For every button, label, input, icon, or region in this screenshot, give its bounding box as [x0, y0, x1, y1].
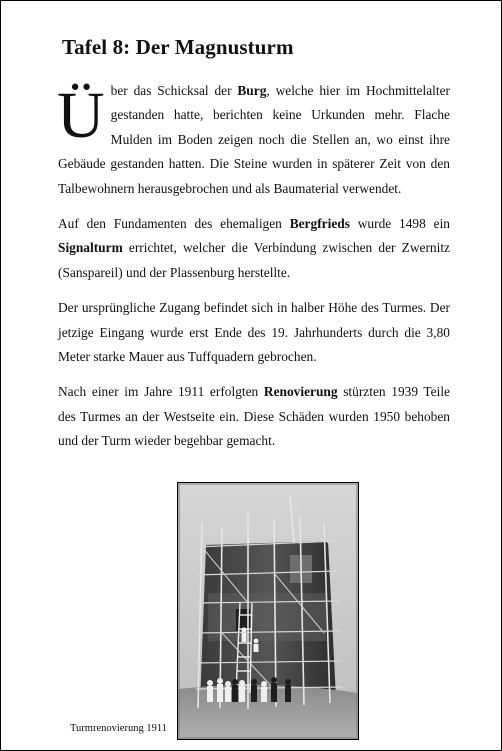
bold-term-bergfried: Bergfrieds [289, 216, 350, 232]
tower-photo [177, 482, 359, 740]
text-span: Auf den Fundamenten des ehemaligen [58, 216, 290, 232]
text-span: , welche hier im Hochmittelalter gestanden hatte, berichten keine Urkunden mehr. Flache Mulden im Boden zeigen noch die Stellen an, wo einst ihre Gebäude gestanden hatten. Die Steine wurden in späterer Zeit von den Talbewohnern herausgebrochen und als Baumaterial verwendet. [58, 83, 450, 196]
tower-scaffolding-illustration [178, 483, 358, 739]
bold-term-signalturm: Signalturm [58, 240, 123, 256]
text-span: Der ursprüngliche Zugang befindet sich in halber Höhe des Turmes. Der jetzige Eingang wurde erst Ende des 19. Jahrhunderts durch die 3,80 Meter starke Mauer aus Tuffquadern gebrochen. [58, 300, 450, 365]
paragraph-burg [58, 79, 450, 201]
text-span: stürzten 1939 Teile des Turmes an der Westseite ein. Diese Schäden wurden 1950 behoben und der Turm wieder begehbar gemacht. [58, 384, 451, 449]
text-span: Nach einer im Jahre 1911 erfolgten [58, 384, 264, 400]
bold-term-burg: Burg [237, 83, 267, 98]
paragraph-renovierung [58, 380, 450, 453]
bold-term-renovierung: Renovierung [263, 384, 338, 400]
text-span: wurde 1498 ein [349, 216, 450, 232]
text-span: ber das Schicksal der [110, 83, 238, 98]
photo-caption: Turmrenovierung 1911 [70, 723, 167, 734]
paragraph-signalturm [58, 212, 450, 285]
drop-cap: Ü [57, 79, 105, 152]
text-span: errichtet, welcher die Verbindung zwischen der Zwernitz (Sanspareil) und der Plassenburg herstellte. [58, 240, 450, 280]
paragraph-zugang [58, 296, 450, 369]
body-text [58, 79, 450, 465]
page-title: Tafel 8: Der Magnusturm [62, 35, 294, 59]
